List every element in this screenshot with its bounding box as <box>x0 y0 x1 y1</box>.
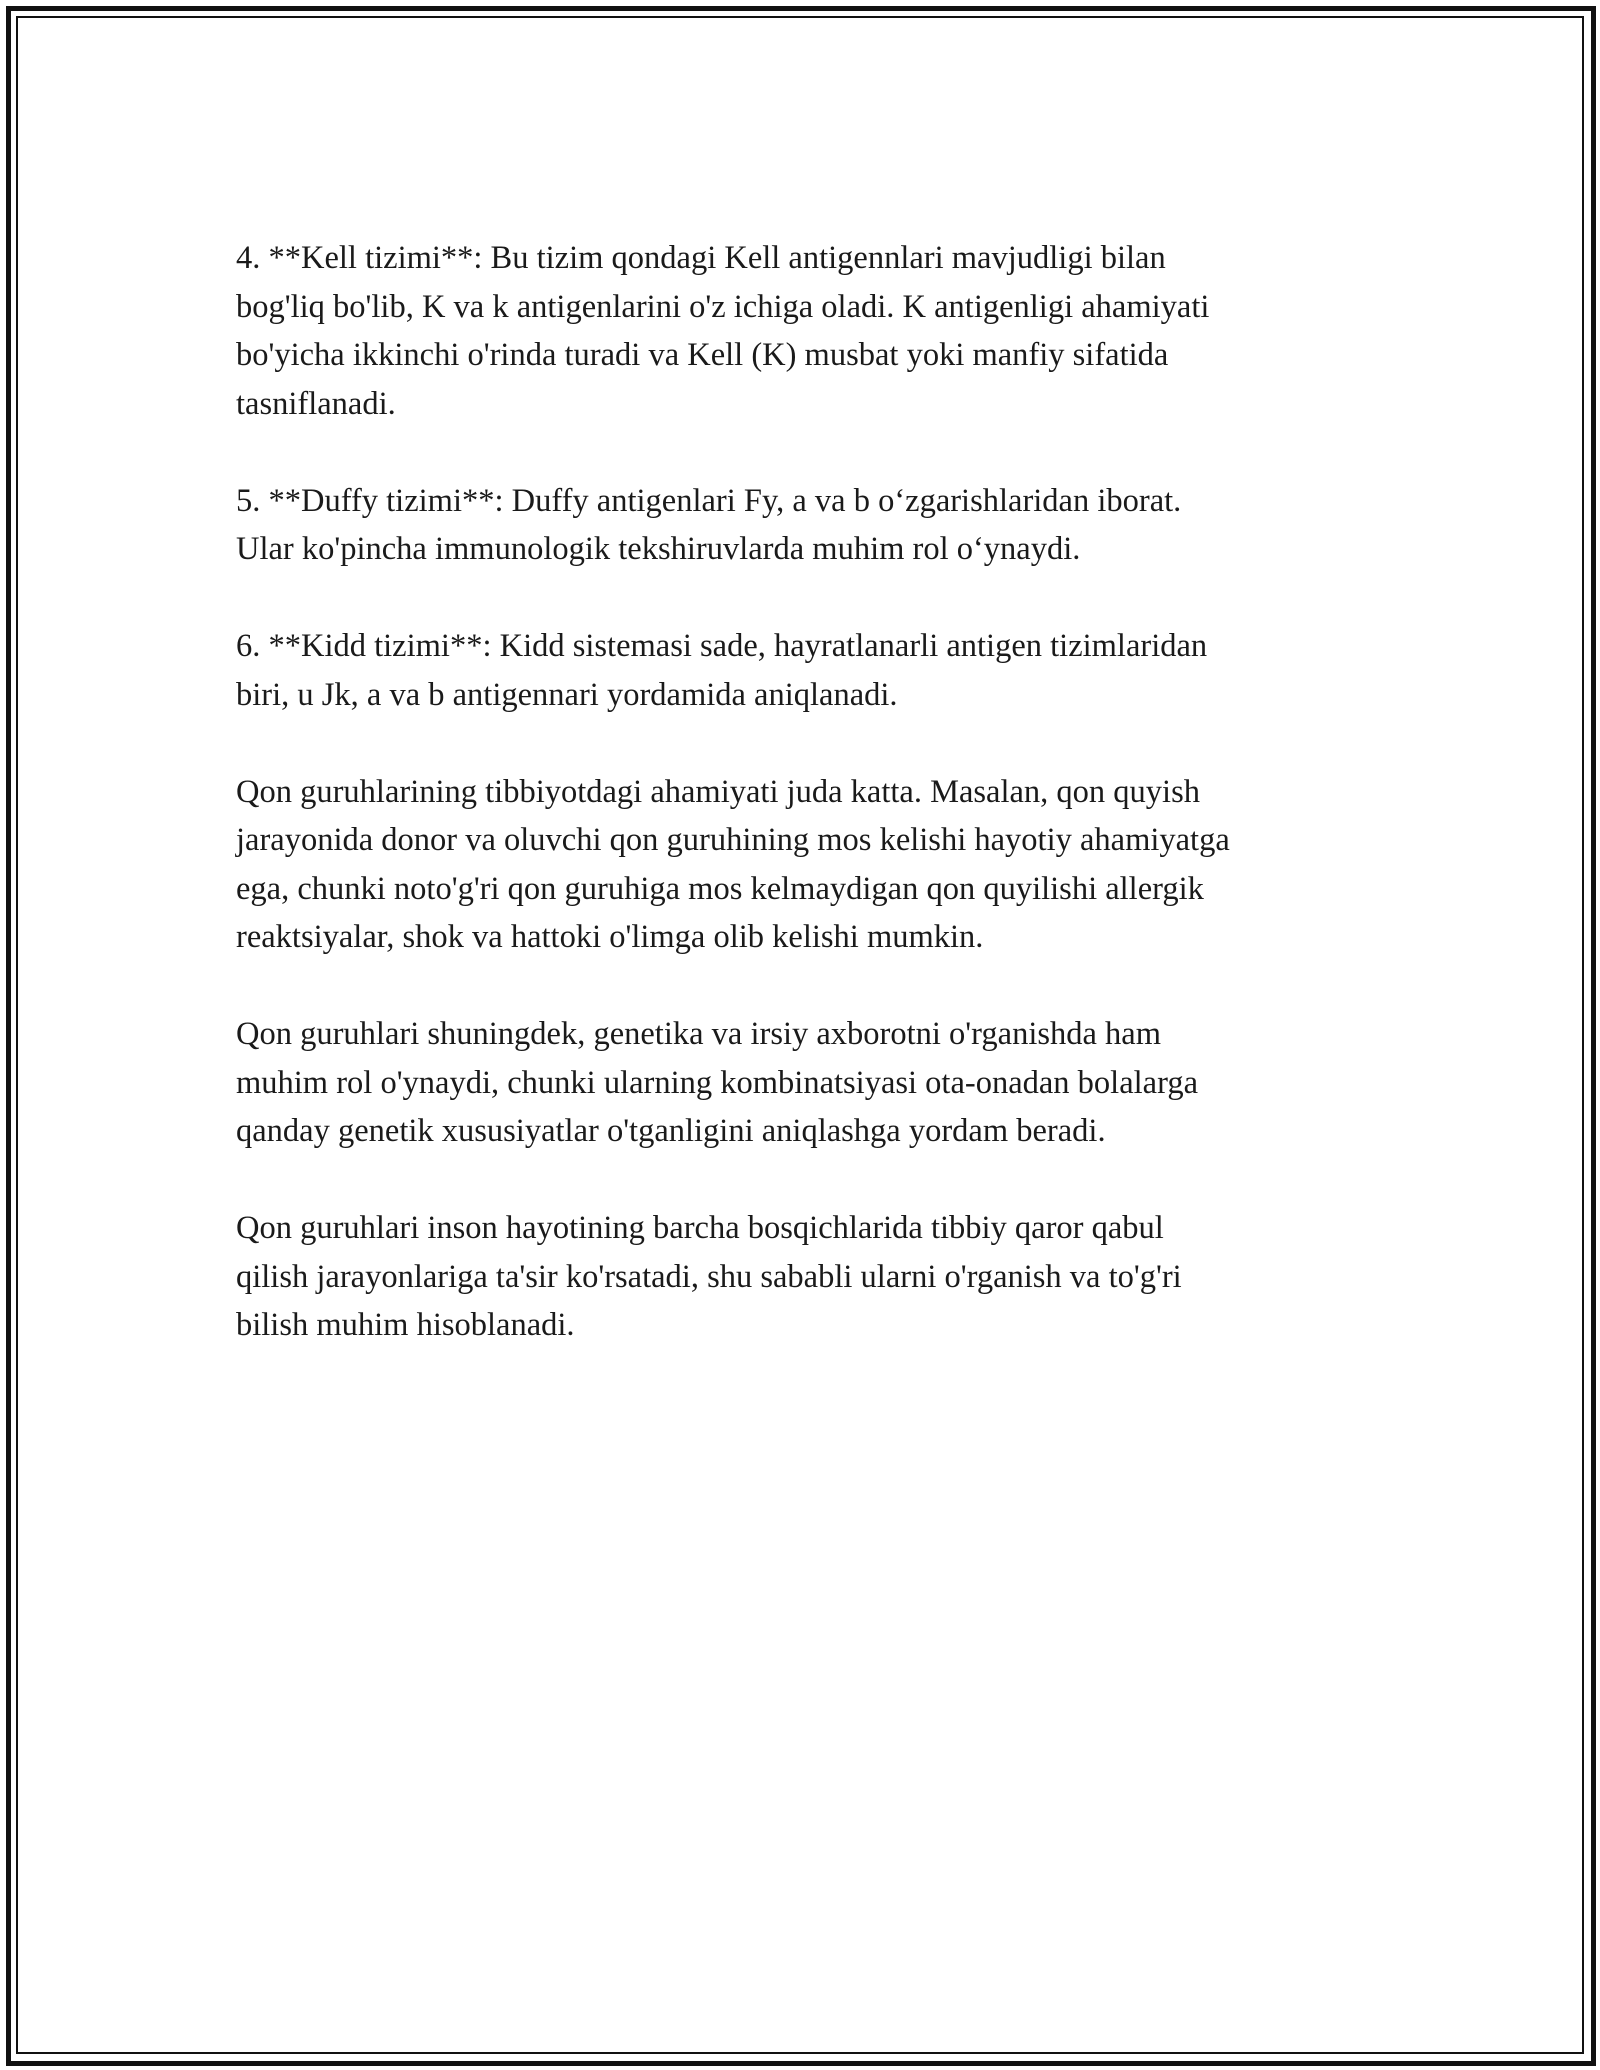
paragraph-kidd-system <box>236 622 1376 719</box>
paragraph-genetics <box>236 1010 1376 1156</box>
text-line: 4. **Kell tizimi**: Bu tizim qondagi Kell antigennlari mavjudligi bilan <box>236 240 1166 276</box>
text-line: 6. **Kidd tizimi**: Kidd sistemasi sade, hayratlanarli antigen tizimlaridan <box>236 628 1208 664</box>
text-line: 5. **Duffy tizimi**: Duffy antigenlari Fy, a va b o‘zgarishlaridan iborat. <box>236 482 1182 519</box>
text-line: bog'liq bo'lib, K va k antigenlarini o'z ichiga oladi. K antigenligi ahamiyati <box>236 288 1210 325</box>
text-line: muhim rol o'ynaydi, chunki ularning kombinatsiyasi ota-onadan bolalarga <box>236 1064 1199 1101</box>
text-line: Qon guruhlari shuningdek, genetika va irsiy axborotni o'rganishda ham <box>236 1016 1161 1052</box>
text-line: qanday genetik xususiyatlar o'tganligini aniqlashga yordam beradi. <box>236 1113 1106 1149</box>
paragraph-duffy-system <box>236 477 1376 574</box>
text-line: Ular ko'pincha immunologik tekshiruvlarda muhim rol o‘ynaydi. <box>236 531 1081 567</box>
text-line: biri, u Jk, a va b antigennari yordamida aniqlanadi. <box>236 676 898 713</box>
text-line: bo'yicha ikkinchi o'rinda turadi va Kell (K) musbat yoki manfiy sifatida <box>236 337 1169 373</box>
text-line: reaktsiyalar, shok va hattoki o'limga olib kelishi mumkin. <box>236 919 984 955</box>
paragraph-medical-importance <box>236 768 1376 962</box>
document-body <box>236 234 1376 1398</box>
text-line: qilish jarayonlariga ta'sir ko'rsatadi, shu sababli ularni o'rganish va to'g'ri <box>236 1258 1182 1295</box>
text-line: ega, chunki noto'g'ri qon guruhiga mos kelmaydigan qon quyilishi allergik <box>236 870 1204 907</box>
text-line: jarayonida donor va oluvchi qon guruhining mos kelishi hayotiy ahamiyatga <box>236 822 1230 858</box>
text-line: Qon guruhlarining tibbiyotdagi ahamiyati juda katta. Masalan, qon quyish <box>236 773 1200 810</box>
paragraph-kell-system <box>236 234 1376 428</box>
text-line: Qon guruhlari inson hayotining barcha bosqichlarida tibbiy qaror qabul <box>236 1210 1164 1246</box>
text-line: tasniflanadi. <box>236 385 396 422</box>
paragraph-conclusion <box>236 1204 1376 1350</box>
text-line: bilish muhim hisoblanadi. <box>236 1307 575 1343</box>
